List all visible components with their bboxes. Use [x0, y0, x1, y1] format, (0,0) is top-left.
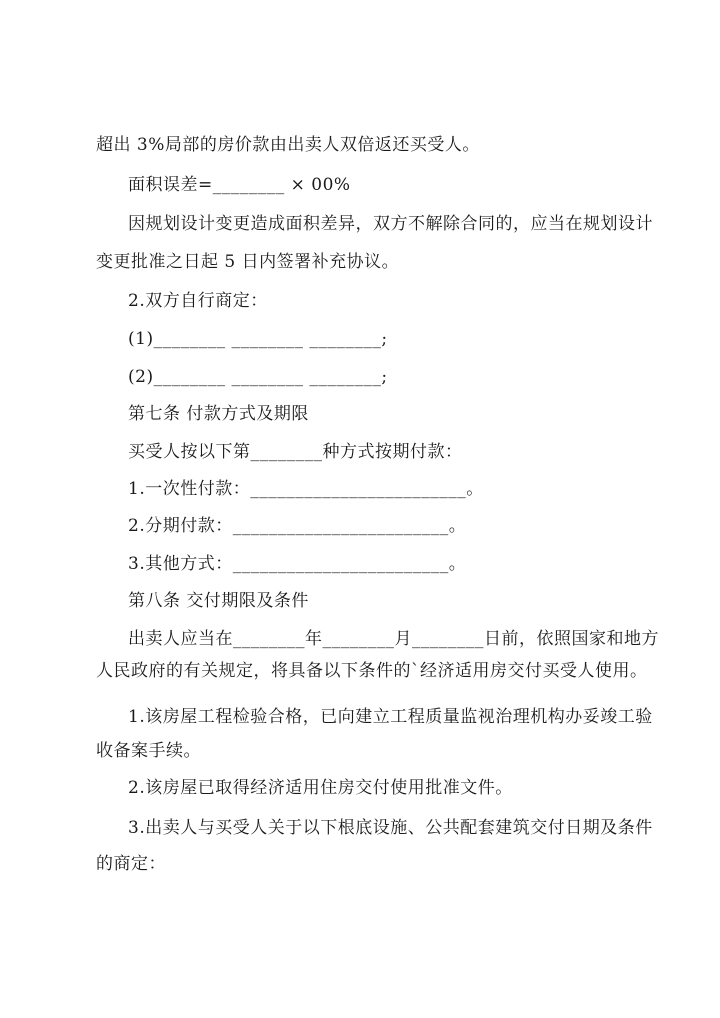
paragraph-line-overpay-refund: 超出 3%局部的房价款由出卖人双倍返还买受人。 — [96, 135, 480, 155]
payment-option-installment: 2.分期付款：________________________。 — [128, 516, 467, 536]
blank-item-2: (2)________ ________ ________; — [128, 367, 388, 387]
paragraph-line-delivery-date: 出卖人应当在________年________月________日前，依照国家和地方 — [128, 629, 659, 649]
blank-item-1: (1)________ ________ ________; — [128, 329, 388, 349]
condition-2-line: 2.该房屋已取得经济适用住房交付使用批准文件。 — [128, 778, 513, 798]
condition-1-line-cont: 收备案手续。 — [96, 741, 201, 761]
condition-3-line-cont: 的商定： — [96, 854, 166, 874]
payment-option-other: 3.其他方式：________________________。 — [128, 554, 467, 574]
paragraph-line-planning-change: 因规划设计变更造成面积差异，双方不解除合同的，应当在规划设计 — [128, 214, 653, 234]
paragraph-line-planning-change-cont: 变更批准之日起 5 日内签署补充协议。 — [96, 252, 400, 272]
condition-1-line: 1.该房屋工程检验合格，已向建立工程质量监视治理机构办妥竣工验 — [128, 707, 653, 727]
article-8-heading: 第八条 交付期限及条件 — [128, 591, 309, 611]
payment-option-lump-sum: 1.一次性付款：________________________。 — [128, 479, 484, 499]
clause-mutual-agreement: 2.双方自行商定： — [128, 291, 268, 311]
article-7-heading: 第七条 付款方式及期限 — [128, 404, 309, 424]
paragraph-line-delivery-conditions: 人民政府的有关规定，将具备以下条件的`经济适用房交付买受人使用。 — [96, 661, 648, 681]
condition-3-line: 3.出卖人与买受人关于以下根底设施、公共配套建筑交付日期及条件 — [128, 818, 653, 838]
paragraph-line-area-error-formula: 面积误差=________ × 00% — [128, 175, 351, 195]
payment-method-choice: 买受人按以下第________种方式按期付款： — [128, 442, 463, 462]
